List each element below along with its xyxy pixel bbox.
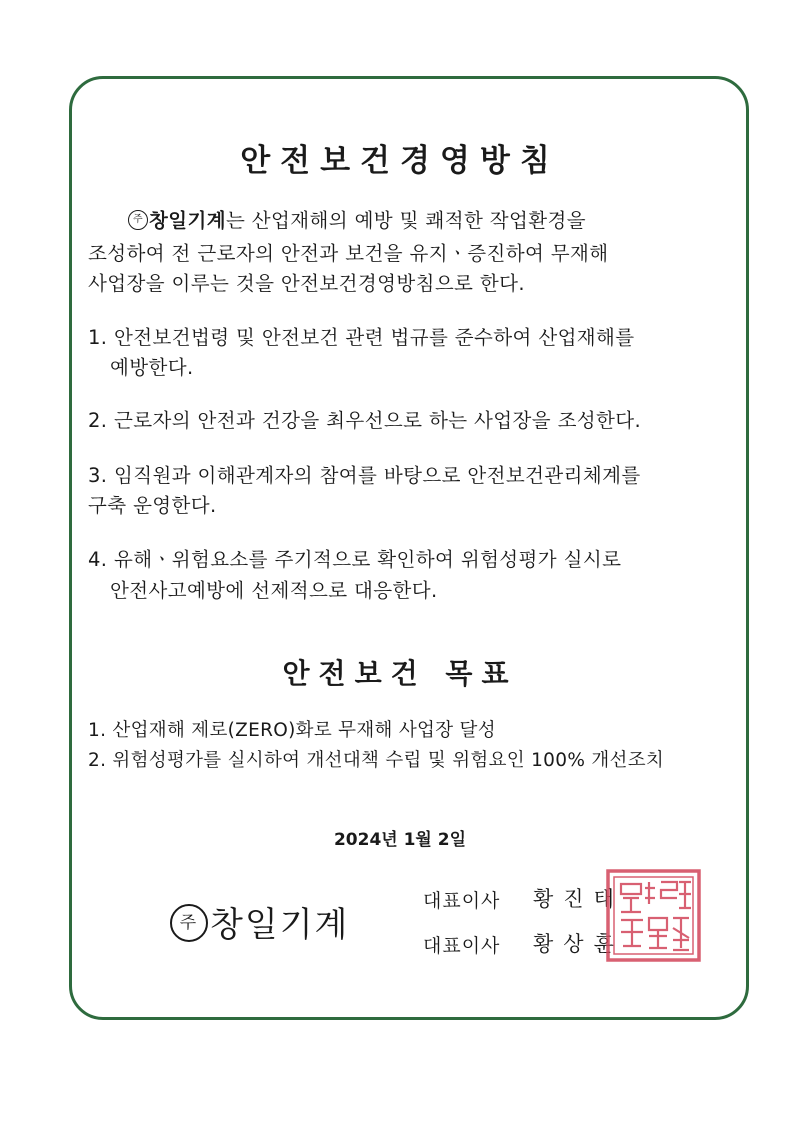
representative-1-title: 대표이사: [423, 890, 501, 912]
intro-company-name: 창일기계: [149, 209, 226, 232]
intro-line-1: [128, 205, 586, 233]
policy-4-line-1: 4. 유해ㆍ위험요소를 주기적으로 확인하여 위험성평가 실시로: [88, 548, 622, 571]
policy-3-line-2: 구축 운영한다.: [88, 494, 217, 517]
policy-4-line-2: 안전사고예방에 선제적으로 대응한다.: [110, 579, 438, 602]
company-name: 창일기계: [210, 905, 350, 945]
company-mark-icon: 주: [170, 904, 208, 942]
intro-line-3: 사업장을 이루는 것을 안전보건경영방침으로 한다.: [88, 272, 525, 295]
goal-1: 1. 산업재해 제로(ZERO)화로 무재해 사업장 달성: [88, 720, 496, 741]
page-title: 안전보건경영방침: [240, 143, 560, 179]
intro-line-1-text: 는 산업재해의 예방 및 쾌적한 작업환경을: [225, 209, 586, 232]
policy-3-line-1: 3. 임직원과 이해관계자의 참여를 바탕으로 안전보건관리체계를: [88, 464, 641, 487]
policy-2-line-1: 2. 근로자의 안전과 건강을 최우선으로 하는 사업장을 조성한다.: [88, 409, 642, 432]
issue-date: 2024년 1월 2일: [333, 830, 467, 850]
representative-2-title: 대표이사: [423, 935, 501, 957]
policy-1-line-2: 예방한다.: [110, 356, 194, 379]
company-signature: [170, 897, 349, 946]
company-seal-stamp-icon: [605, 868, 702, 963]
goals-title: 안전보건 목표: [282, 657, 518, 690]
company-mark-icon: 주: [128, 210, 148, 230]
policy-1-line-1: 1. 안전보건법령 및 안전보건 관련 법규를 준수하여 산업재해를: [88, 326, 635, 349]
goal-2: 2. 위험성평가를 실시하여 개선대책 수립 및 위험요인 100% 개선조치: [88, 750, 665, 771]
representative-2-name: 황상훈: [533, 932, 624, 956]
intro-line-2: 조성하여 전 근로자의 안전과 보건을 유지ㆍ증진하여 무재해: [88, 242, 609, 265]
intro-company: [128, 209, 226, 232]
representative-1-name: 황진태: [533, 887, 624, 911]
